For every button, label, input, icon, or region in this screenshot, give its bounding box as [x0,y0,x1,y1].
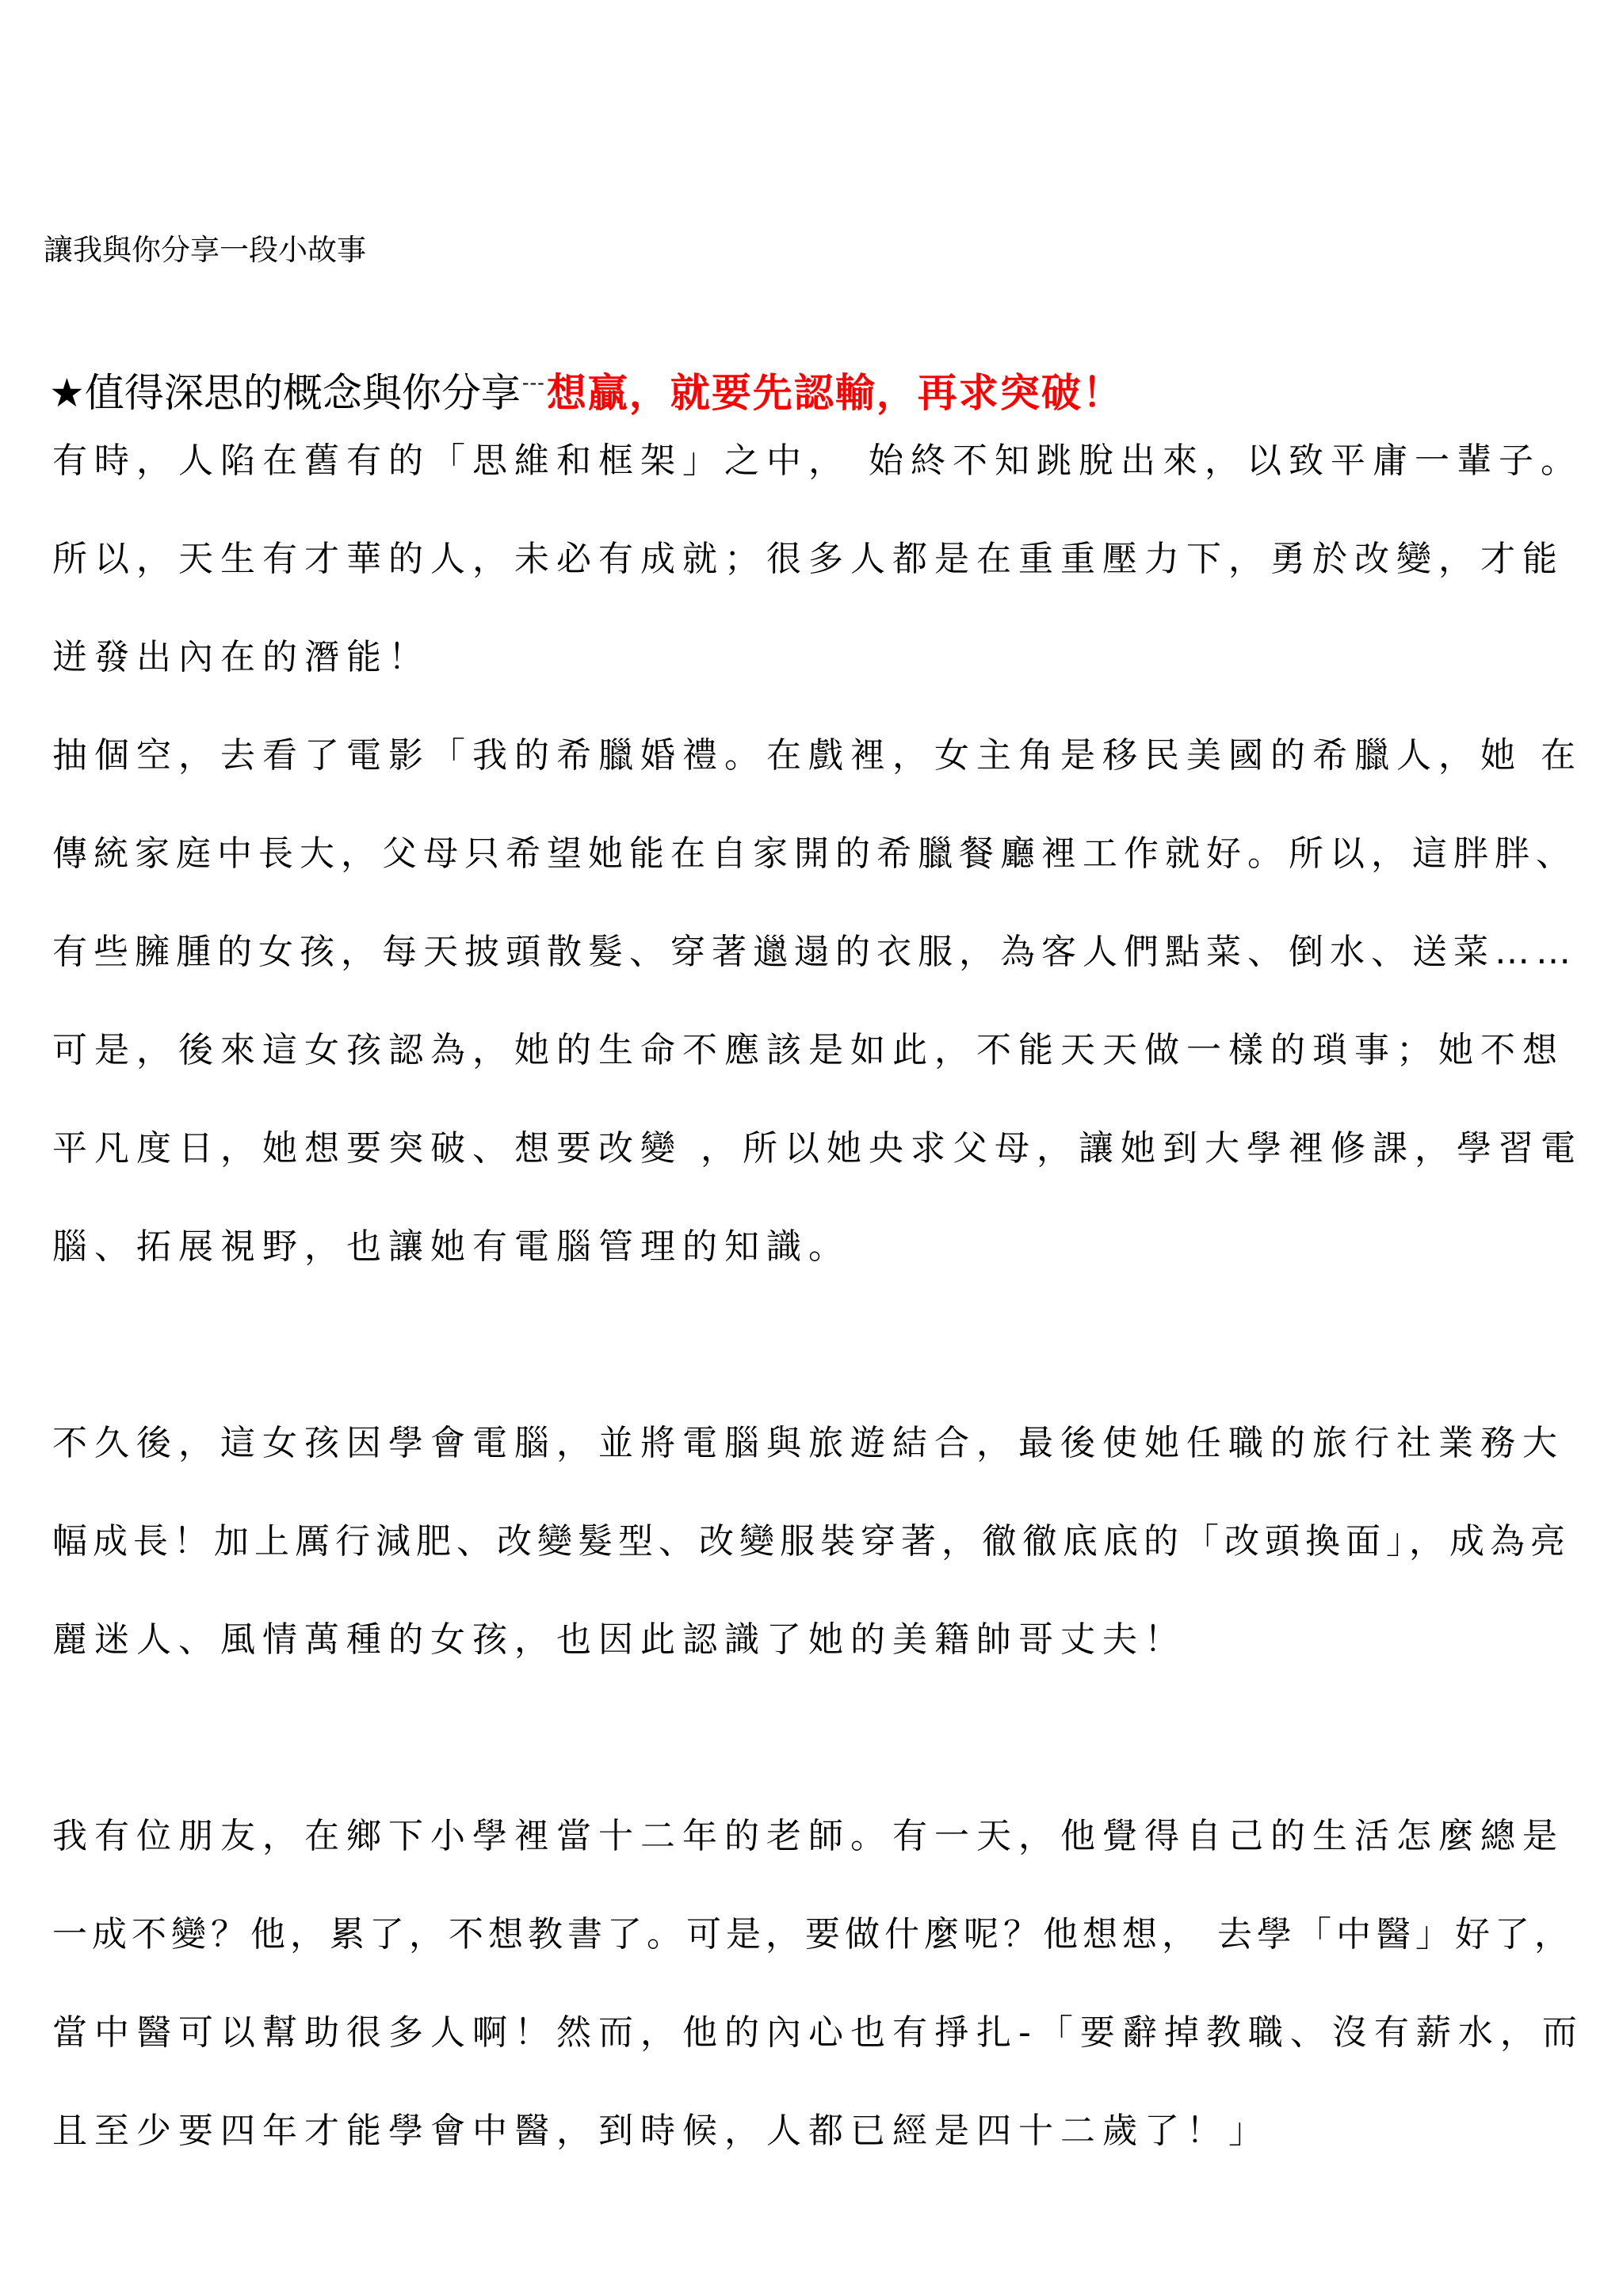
body-line: 有些臃腫的女孩，每天披頭散髮、穿著邋遢的衣服，為客人們點菜、倒水、送菜…… [52,932,1577,972]
body-line: 所以，天生有才華的人，未必有成就；很多人都是在重重壓力下，勇於改變，才能 [52,539,1564,579]
body-line: 迸發出內在的潛能！ [52,637,430,677]
body-line: 有時，人陷在舊有的「思維和框架」之中， 始終不知跳脫出來，以致平庸一輩子。 [52,441,1583,481]
headline-lead: ★值得深思的概念與你分享 [49,370,521,416]
headline [49,355,1124,421]
body-line: 麗迷人、風情萬種的女孩，也因此認識了她的美籍帥哥丈夫！ [52,1619,1186,1660]
body-line: 幅成長！加上厲行減肥、改變髮型、改變服裝穿著，徹徹底底的「改頭換面」，成為亮 [52,1521,1571,1562]
body-line: 抽個空，去看了電影「我的希臘婚禮。在戲裡，女主角是移民美國的希臘人，她 在 [52,735,1583,776]
body-line: 可是，後來這女孩認為，她的生命不應該是如此，不能天天做一樣的瑣事；她不想 [52,1030,1564,1070]
body-line: 一成不變？他，累了，不想教書了。可是，要做什麼呢？他想想， 去學「中醫」好了， [52,1914,1574,1955]
body-line: 且至少要四年才能學會中醫，到時候，人都已經是四十二歲了！」 [52,2111,1270,2151]
body-line: 平凡度日，她想要突破、想要改變 ，所以她央求父母，讓她到大學裡修課，學習電 [52,1128,1583,1169]
body-line: 腦、拓展視野，也讓她有電腦管理的知識。 [52,1226,850,1267]
headline-emphasis: 想贏，就要先認輸，再求突破！ [546,370,1124,416]
body-line: 我有位朋友，在鄉下小學裡當十二年的老師。有一天，他覺得自己的生活怎麼總是 [52,1816,1564,1856]
body-line: 傳統家庭中長大，父母只希望她能在自家開的希臘餐廳裡工作就好。所以，這胖胖、 [52,833,1577,874]
headline-dashes: --- [521,372,545,394]
body-line: 不久後，這女孩因學會電腦，並將電腦與旅遊結合，最後使她任職的旅行社業務大 [52,1423,1564,1463]
intro-text: 讓我與你分享一段小故事 [44,233,366,267]
body-line: 當中醫可以幫助很多人啊！然而，他的內心也有掙扎-「要辭掉教職、沒有薪水，而 [52,2012,1584,2053]
